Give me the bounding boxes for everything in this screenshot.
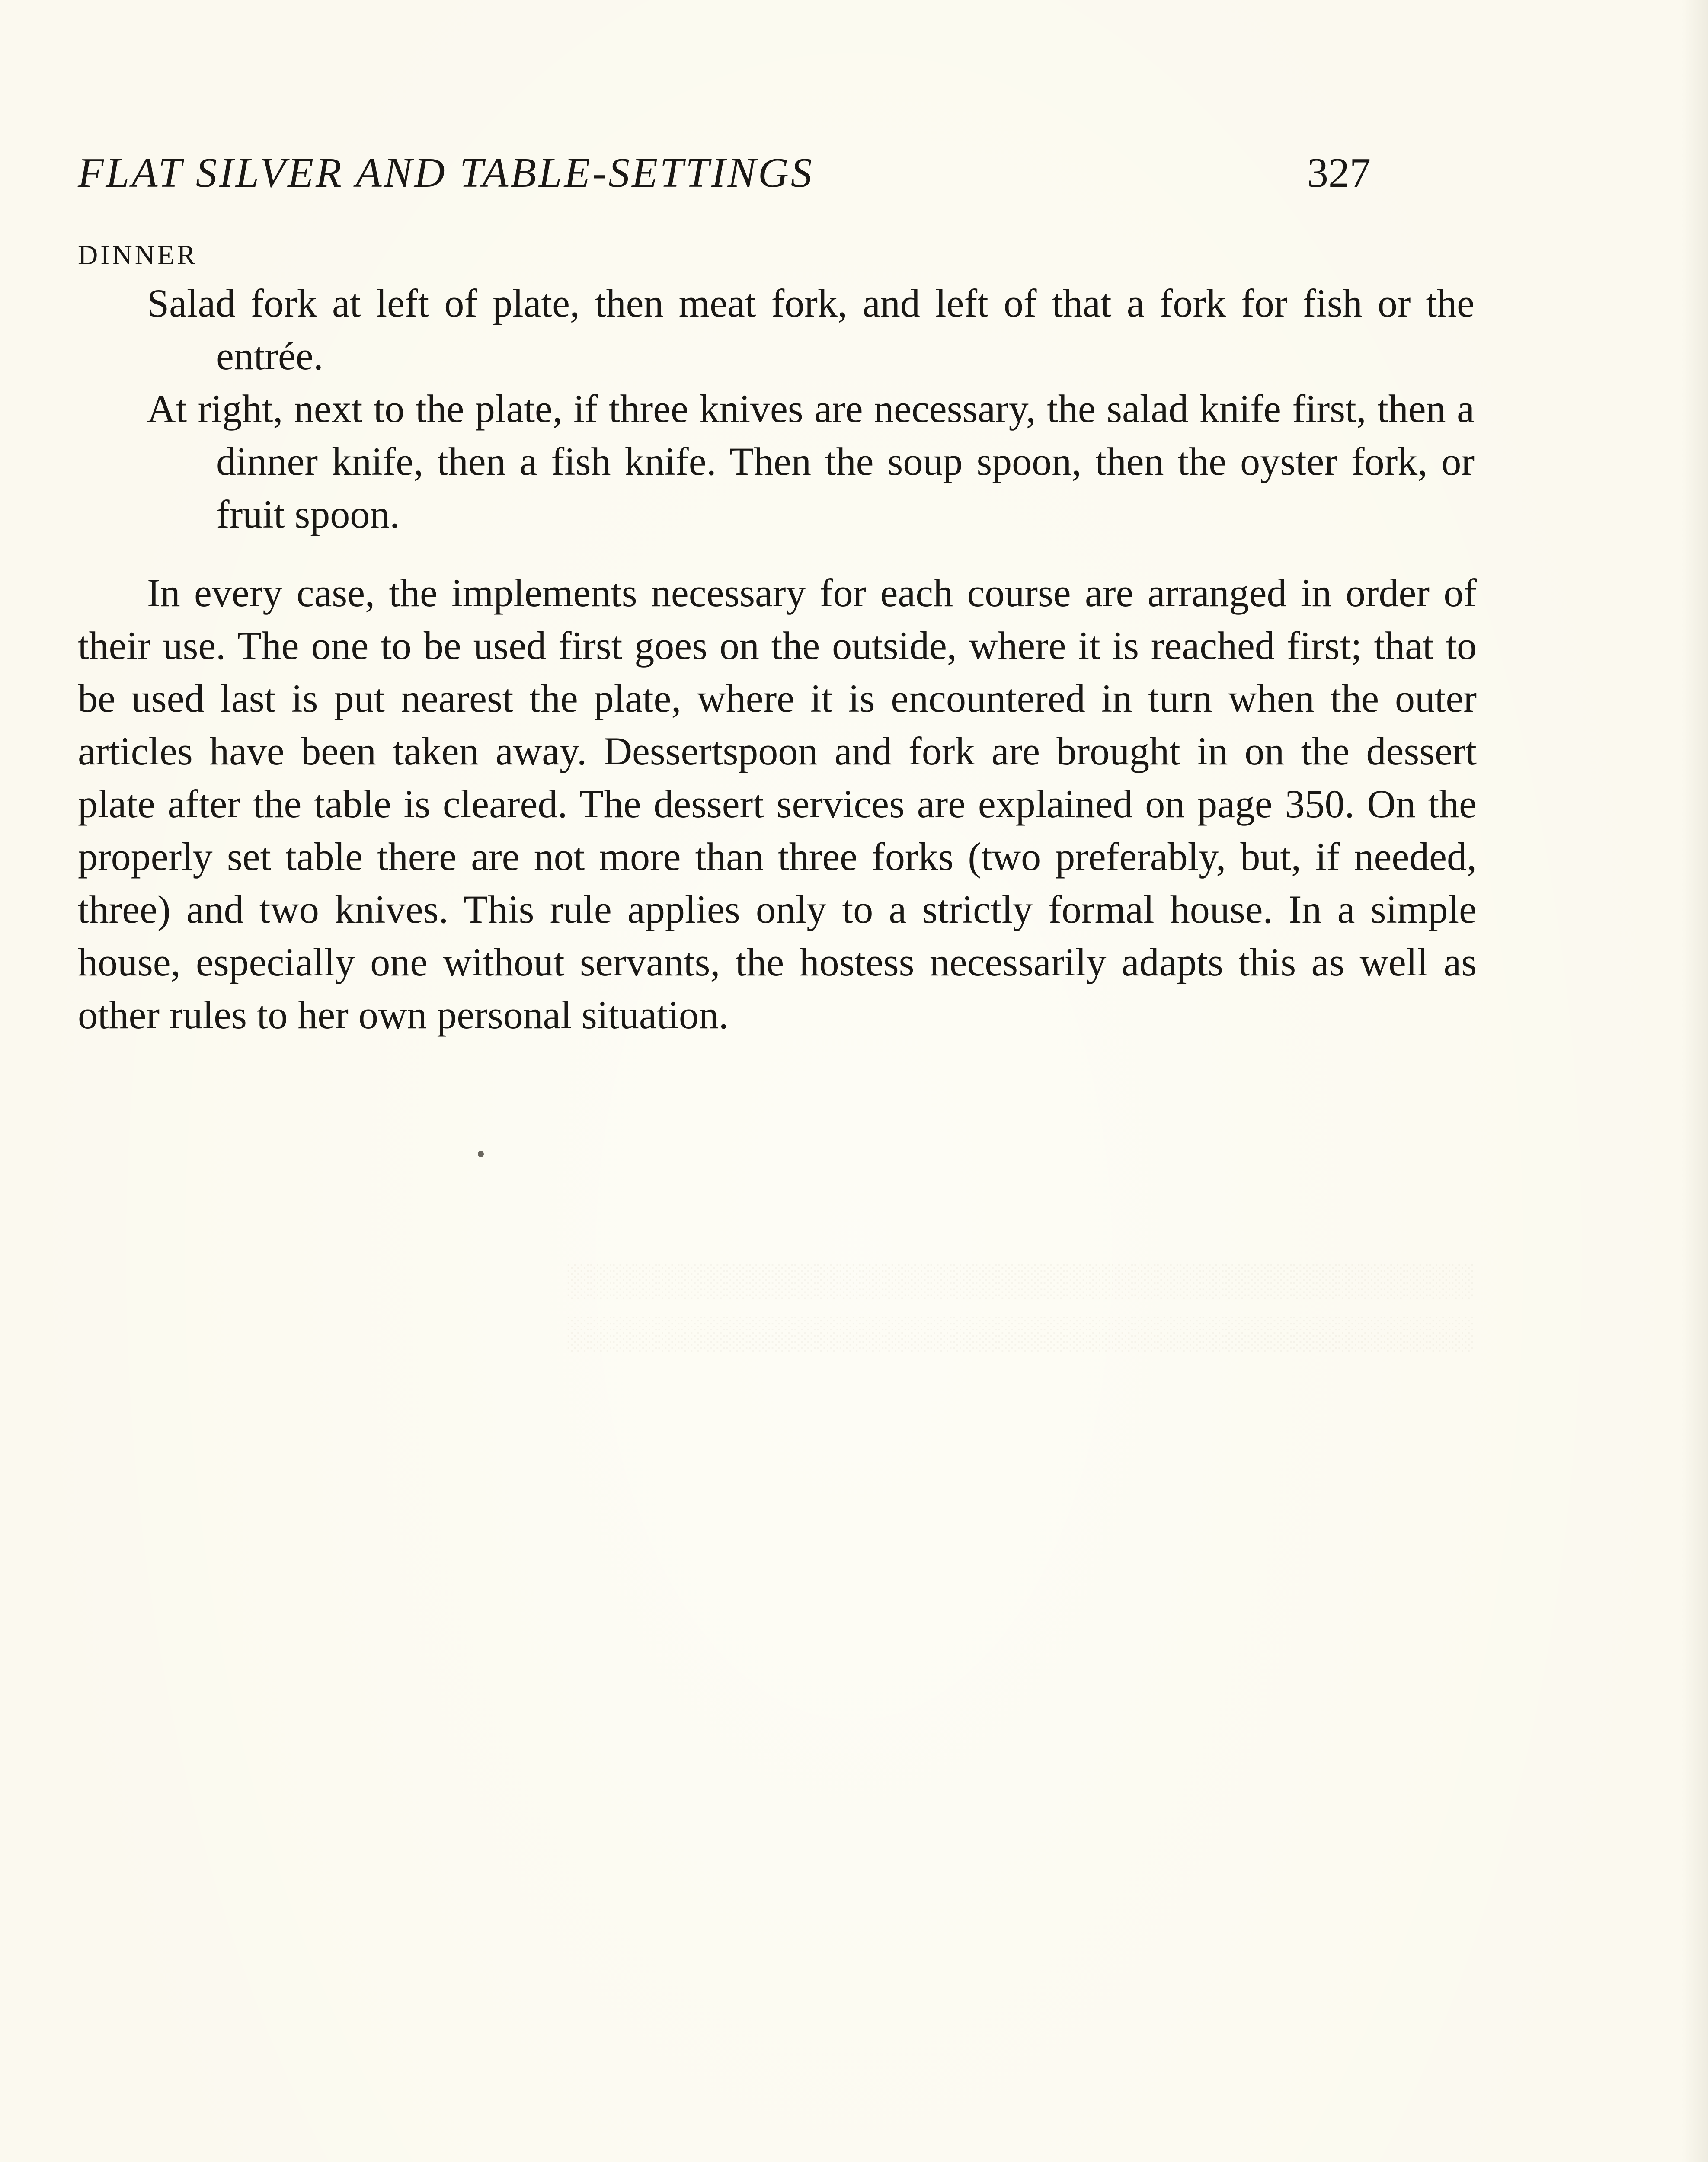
section-label: DINNER xyxy=(78,240,198,270)
running-title: FLAT SILVER AND TABLE-SETTINGS xyxy=(78,150,814,196)
list-item: Salad fork at left of plate, then meat fork, and left of that a fork for fish or the entrée. xyxy=(147,281,1475,378)
page-number: 327 xyxy=(1307,150,1371,196)
paper-speck xyxy=(478,1151,484,1157)
page-edge-shadow xyxy=(1682,0,1708,2162)
show-through-texture: ░░░░░░░░░░░░░░░░░░░░░░░░░░░░░░░░░░░░░░░░ ░░░░░░░░░░░░░░░░░░░░░░░░░░░░░░░░░░░░░░░░ xyxy=(567,1263,1475,1351)
running-head xyxy=(78,143,1371,203)
list-item: At right, next to the plate, if three knives are necessary, the salad knife first, then a dinner knife, then a fish knife. Then the soup spoon, then the oyster fork, or fruit spoon. xyxy=(147,387,1475,536)
setting-list xyxy=(147,277,1475,540)
body-paragraph: In every case, the implements necessary for each course are arranged in order of their use. The one to be used first goes on the outside, where it is reached first; that to be used last is put nearest the plate, where it is encountered in turn when the outer articles have been taken away. Dessertspoon and fork are brought in on the dessert plate after the table is cleared. The dessert services are explained on page 350. On the properly set table there are not more than three forks (two preferably, but, if needed, three) and two knives. This rule applies only to a strictly formal house. In a simple house, especially one without servants, the hostess necessarily adapts this as well as other rules to her own personal situation. xyxy=(78,571,1477,1037)
